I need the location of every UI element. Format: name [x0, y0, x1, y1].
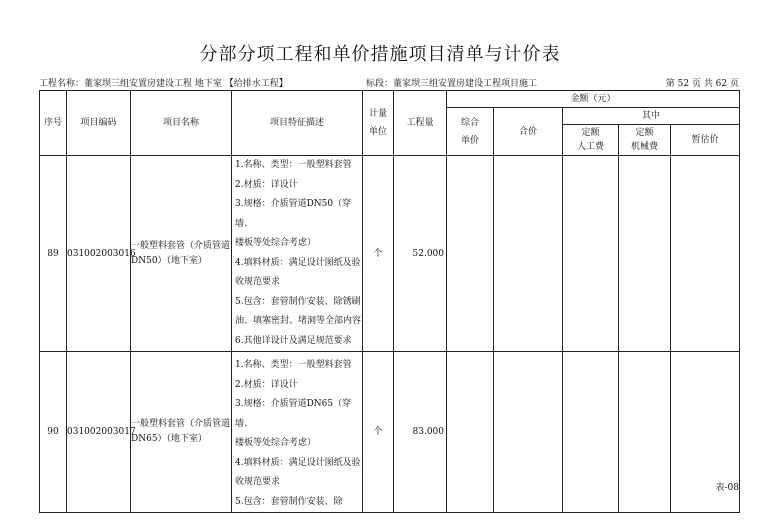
row-unit-price	[447, 156, 494, 352]
desc-line: 油、填塞密封、堵洞等全部内容	[235, 316, 362, 326]
header-of-which: 其中	[563, 108, 740, 125]
desc-line: 4.填料材质：满足设计图纸及验	[235, 257, 361, 268]
header-unit-price	[447, 108, 494, 156]
header-labor-line1: 定额	[581, 128, 600, 138]
desc-line: 3.规格：介质管道DN50（穿墙、	[235, 199, 352, 229]
row-unit-price	[447, 352, 494, 513]
row-code: 031002003016	[67, 156, 131, 352]
header-name: 项目名称	[131, 91, 232, 156]
row-seq: 89	[40, 156, 67, 352]
header-unit-line2: 单位	[368, 127, 387, 137]
header-unit-line1: 计量	[368, 109, 387, 119]
header-qty: 工程量	[394, 91, 447, 156]
desc-line: 6.其他详设计及满足规范要求	[235, 335, 352, 346]
row-name: 一般塑料套管（介质管道DN50）（地下室）	[131, 156, 232, 352]
header-machine	[619, 125, 671, 156]
desc-line: 收规范要求	[235, 477, 281, 487]
header-amount: 金额（元）	[447, 91, 740, 108]
row-name: 一般塑料套管（介质管道DN65）（地下室）	[131, 352, 232, 513]
row-labor	[563, 156, 619, 352]
desc-line: 收规范要求	[235, 277, 281, 287]
header-labor-line2: 人工费	[576, 142, 604, 152]
row-labor	[563, 352, 619, 513]
row-total	[494, 156, 563, 352]
desc-line: 楼板等处综合考虑）	[235, 238, 317, 248]
header-desc: 项目特征描述	[232, 91, 363, 156]
header-unit-price-line2: 单价	[460, 135, 479, 146]
section-name: 标段：董家坝三组安置房建设工程项目施工	[366, 79, 538, 89]
row-desc	[232, 156, 363, 352]
row-code: 031002003017	[67, 352, 131, 513]
header-labor	[563, 125, 619, 156]
header-code: 项目编码	[67, 91, 131, 156]
bill-table	[39, 90, 740, 513]
row-machine	[619, 156, 671, 352]
row-unit: 个	[363, 156, 394, 352]
header-unit	[363, 91, 394, 156]
row-total	[494, 352, 563, 513]
desc-line: 2.材质：详设计	[235, 179, 298, 190]
row-qty: 83.000	[394, 352, 447, 513]
desc-line: 1.名称、类型：一般塑料套管	[235, 160, 352, 170]
row-desc	[232, 352, 363, 513]
desc-line: 1.名称、类型：一般塑料套管	[235, 360, 352, 370]
row-machine	[619, 352, 671, 513]
desc-line: 2.材质：详设计	[235, 379, 298, 390]
page-title: 分部分项工程和单价措施项目清单与计价表	[199, 44, 561, 65]
desc-line: 4.填料材质：满足设计图纸及验	[235, 457, 361, 468]
form-number: 表-08	[715, 483, 739, 493]
project-name: 工程名称：董家坝三组安置房建设工程 地下室 【给排水工程】	[39, 79, 288, 89]
page-number: 第 52 页 共 62 页	[665, 79, 739, 89]
desc-line: 3.规格：介质管道DN65（穿墙、	[235, 399, 352, 429]
row-unit: 个	[363, 352, 394, 513]
desc-line: 楼板等处综合考虑）	[235, 438, 317, 448]
header-provisional: 暂估价	[671, 125, 740, 156]
row-qty: 52.000	[394, 156, 447, 352]
row-seq: 90	[40, 352, 67, 513]
header-total: 合价	[494, 108, 563, 156]
header-machine-line1: 定额	[635, 128, 654, 138]
table-row	[40, 352, 740, 513]
desc-line: 5.包含：套管制作安装、除	[235, 496, 343, 507]
header-unit-price-line1: 综合	[460, 117, 479, 128]
row-provisional	[671, 156, 740, 352]
header-seq: 序号	[40, 91, 67, 156]
header-machine-line2: 机械费	[630, 142, 658, 152]
table-row	[40, 156, 740, 352]
desc-line: 5.包含：套管制作安装、除锈刷	[235, 296, 361, 307]
